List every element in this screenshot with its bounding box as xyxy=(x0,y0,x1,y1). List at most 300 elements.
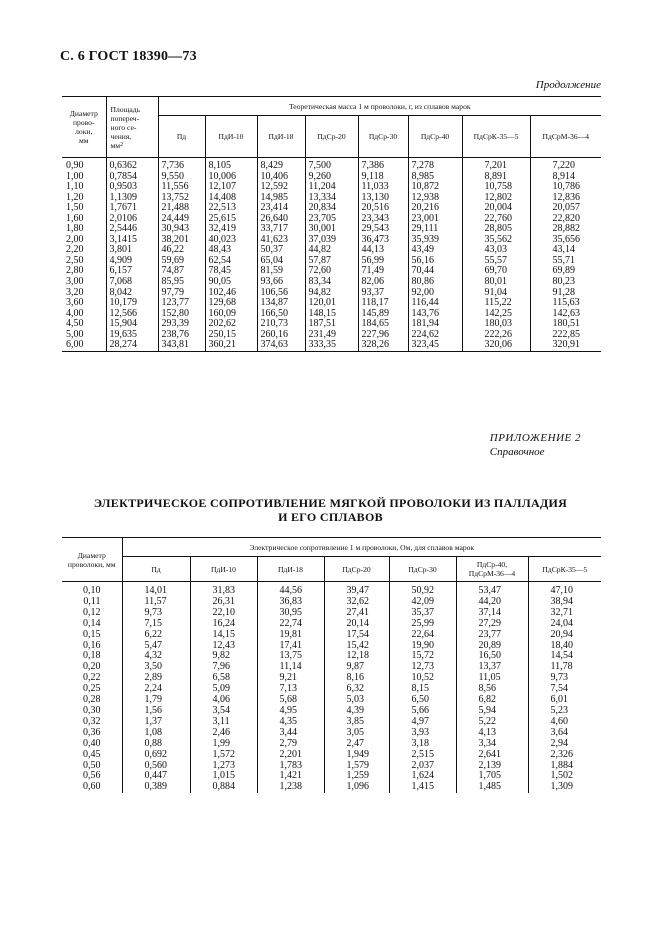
mass-alloy-header: ПдСр-30 xyxy=(358,116,408,158)
resistance-cell: 12,43 xyxy=(190,641,257,652)
diameter2-header: Диаметр проволоки, мм xyxy=(62,538,122,582)
mass-cell: 160,09 xyxy=(205,309,257,320)
mass-cell: 38,201 xyxy=(158,235,205,246)
resistance-cell: 31,83 xyxy=(190,582,257,597)
resistance-table-row xyxy=(62,651,601,662)
resistance-cell: 27,41 xyxy=(324,608,389,619)
resistance-cell: 0,36 xyxy=(83,726,101,738)
resistance-cell: 39,47 xyxy=(324,582,389,597)
resistance-cell: 0,45 xyxy=(83,748,101,760)
mass-cell: 97,79 xyxy=(158,288,205,299)
resistance-cell: 5,09 xyxy=(190,684,257,695)
mass-cell: 62,54 xyxy=(205,256,257,267)
resistance-cell: 19,81 xyxy=(257,630,324,641)
resistance-cell: 27,29 xyxy=(456,619,528,630)
mass-cell: 12,107 xyxy=(205,182,257,193)
mass-cell: 12,836 xyxy=(530,193,601,204)
mass-cell: 0,7854 xyxy=(106,172,158,183)
resistance-cell: 9,73 xyxy=(528,673,601,684)
mass-cell: 3,20 xyxy=(66,286,84,298)
mass-cell: 70,44 xyxy=(408,266,462,277)
resistance-table xyxy=(62,537,601,793)
resistance-cell: 0,32 xyxy=(83,715,101,727)
mass-cell: 90,05 xyxy=(205,277,257,288)
resistance-cell: 1,884 xyxy=(528,761,601,772)
mass-cell: 12,566 xyxy=(106,309,158,320)
resistance-table-row xyxy=(62,782,601,793)
mass-cell: 43,49 xyxy=(408,245,462,256)
resistance-group-header: Электрическое сопротивление 1 м проволоки, Ом, для сплавов марок xyxy=(122,538,601,557)
resistance-cell: 3,05 xyxy=(324,728,389,739)
resistance-cell: 6,01 xyxy=(528,695,601,706)
mass-cell: 102,46 xyxy=(205,288,257,299)
mass-cell: 24,449 xyxy=(158,214,205,225)
resistance-cell: 32,71 xyxy=(528,608,601,619)
resistance-cell: 4,97 xyxy=(389,717,456,728)
mass-cell: 13,334 xyxy=(305,193,358,204)
resistance-cell: 50,92 xyxy=(389,582,456,597)
mass-cell: 115,63 xyxy=(530,298,601,309)
resistance-cell: 11,14 xyxy=(257,662,324,673)
resistance-cell: 17,41 xyxy=(257,641,324,652)
mass-cell: 56,99 xyxy=(358,256,408,267)
mass-cell: 15,904 xyxy=(106,319,158,330)
resistance-cell: 0,50 xyxy=(83,759,101,771)
mass-table-row xyxy=(62,235,601,246)
mass-cell: 12,592 xyxy=(257,182,305,193)
resistance-cell: 13,75 xyxy=(257,651,324,662)
appendix-note: Справочное xyxy=(489,446,545,458)
mass-cell: 44,13 xyxy=(358,245,408,256)
resistance-cell: 0,389 xyxy=(122,782,190,793)
resistance-cell: 3,34 xyxy=(456,739,528,750)
mass-cell: 55,57 xyxy=(462,256,530,267)
resistance-cell: 11,78 xyxy=(528,662,601,673)
resistance-cell: 0,88 xyxy=(122,739,190,750)
resistance-cell: 22,74 xyxy=(257,619,324,630)
mass-cell: 91,28 xyxy=(530,288,601,299)
resistance-cell: 36,83 xyxy=(257,597,324,608)
mass-cell: 29,111 xyxy=(408,224,462,235)
mass-cell: 180,51 xyxy=(530,319,601,330)
mass-cell: 181,94 xyxy=(408,319,462,330)
resistance-cell: 9,21 xyxy=(257,673,324,684)
mass-cell: 320,91 xyxy=(530,340,601,351)
resistance-cell: 0,884 xyxy=(190,782,257,793)
resistance-alloy-header: ПдСр-30 xyxy=(389,557,456,582)
mass-cell: 224,62 xyxy=(408,330,462,341)
mass-cell: 20,004 xyxy=(462,203,530,214)
resistance-table-row xyxy=(62,761,601,772)
mass-cell: 227,96 xyxy=(358,330,408,341)
mass-cell: 93,66 xyxy=(257,277,305,288)
mass-cell: 9,118 xyxy=(358,172,408,183)
resistance-cell: 0,560 xyxy=(122,761,190,772)
mass-cell: 11,033 xyxy=(358,182,408,193)
resistance-table-row xyxy=(62,619,601,630)
mass-cell: 129,68 xyxy=(205,298,257,309)
mass-cell: 14,408 xyxy=(205,193,257,204)
mass-cell: 8,429 xyxy=(257,158,305,172)
mass-cell: 92,00 xyxy=(408,288,462,299)
mass-cell: 78,45 xyxy=(205,266,257,277)
resistance-cell: 18,40 xyxy=(528,641,601,652)
resistance-cell: 5,66 xyxy=(389,706,456,717)
resistance-cell: 1,783 xyxy=(257,761,324,772)
resistance-cell: 8,56 xyxy=(456,684,528,695)
mass-table-row xyxy=(62,266,601,277)
section-title xyxy=(60,496,601,524)
resistance-cell: 2,94 xyxy=(528,739,601,750)
mass-cell: 7,201 xyxy=(462,158,530,172)
mass-cell: 30,001 xyxy=(305,224,358,235)
resistance-cell: 6,32 xyxy=(324,684,389,695)
resistance-cell: 0,15 xyxy=(83,628,101,640)
mass-cell: 36,473 xyxy=(358,235,408,246)
mass-cell: 80,23 xyxy=(530,277,601,288)
mass-cell: 3,60 xyxy=(66,297,84,309)
mass-cell: 35,656 xyxy=(530,235,601,246)
mass-cell: 23,001 xyxy=(408,214,462,225)
mass-cell: 10,872 xyxy=(408,182,462,193)
resistance-cell: 1,99 xyxy=(190,739,257,750)
mass-table-row xyxy=(62,277,601,288)
mass-cell: 2,5446 xyxy=(106,224,158,235)
mass-cell: 231,49 xyxy=(305,330,358,341)
mass-cell: 25,615 xyxy=(205,214,257,225)
resistance-cell: 0,56 xyxy=(83,770,101,782)
resistance-cell: 7,54 xyxy=(528,684,601,695)
resistance-table-row xyxy=(62,597,601,608)
mass-cell: 1,80 xyxy=(66,223,84,235)
resistance-cell: 1,624 xyxy=(389,771,456,782)
mass-cell: 142,25 xyxy=(462,309,530,320)
resistance-cell: 0,16 xyxy=(83,639,101,651)
resistance-cell: 5,22 xyxy=(456,717,528,728)
resistance-cell: 15,42 xyxy=(324,641,389,652)
mass-cell: 328,26 xyxy=(358,340,408,351)
resistance-table-row xyxy=(62,728,601,739)
mass-cell: 69,89 xyxy=(530,266,601,277)
mass-cell: 91,04 xyxy=(462,288,530,299)
mass-cell: 43,03 xyxy=(462,245,530,256)
resistance-cell: 20,89 xyxy=(456,641,528,652)
mass-cell: 23,414 xyxy=(257,203,305,214)
resistance-cell: 4,39 xyxy=(324,706,389,717)
mass-cell: 80,86 xyxy=(408,277,462,288)
resistance-cell: 0,447 xyxy=(122,771,190,782)
mass-cell: 40,023 xyxy=(205,235,257,246)
resistance-cell: 22,10 xyxy=(190,608,257,619)
resistance-cell: 1,421 xyxy=(257,771,324,782)
resistance-cell: 11,05 xyxy=(456,673,528,684)
mass-cell: 374,63 xyxy=(257,340,305,351)
resistance-cell: 3,18 xyxy=(389,739,456,750)
mass-cell: 7,500 xyxy=(305,158,358,172)
resistance-table-row xyxy=(62,582,601,597)
resistance-cell: 1,015 xyxy=(190,771,257,782)
resistance-cell: 2,037 xyxy=(389,761,456,772)
mass-cell: 72,60 xyxy=(305,266,358,277)
mass-cell: 1,60 xyxy=(66,212,84,224)
resistance-cell: 14,01 xyxy=(122,582,190,597)
mass-cell: 222,26 xyxy=(462,330,530,341)
resistance-cell: 0,30 xyxy=(83,704,101,716)
resistance-cell: 4,06 xyxy=(190,695,257,706)
resistance-cell: 53,47 xyxy=(456,582,528,597)
mass-cell: 143,76 xyxy=(408,309,462,320)
mass-cell: 293,39 xyxy=(158,319,205,330)
resistance-cell: 1,79 xyxy=(122,695,190,706)
resistance-cell: 1,485 xyxy=(456,782,528,793)
mass-cell: 20,834 xyxy=(305,203,358,214)
mass-cell: 20,057 xyxy=(530,203,601,214)
mass-cell: 180,03 xyxy=(462,319,530,330)
mass-table-row xyxy=(62,340,601,351)
appendix-label: ПРИЛОЖЕНИЕ 2 xyxy=(489,432,581,444)
resistance-cell: 6,50 xyxy=(389,695,456,706)
resistance-cell: 47,10 xyxy=(528,582,601,597)
mass-alloy-header: ПдИ-10 xyxy=(205,116,257,158)
resistance-cell: 4,95 xyxy=(257,706,324,717)
resistance-cell: 30,95 xyxy=(257,608,324,619)
resistance-cell: 9,87 xyxy=(324,662,389,673)
resistance-cell: 25,99 xyxy=(389,619,456,630)
resistance-cell: 0,18 xyxy=(83,650,101,662)
mass-cell: 2,50 xyxy=(66,254,84,266)
resistance-cell: 2,46 xyxy=(190,728,257,739)
resistance-cell: 14,54 xyxy=(528,651,601,662)
mass-cell: 81,59 xyxy=(257,266,305,277)
mass-cell: 80,01 xyxy=(462,277,530,288)
mass-cell: 20,516 xyxy=(358,203,408,214)
resistance-cell: 8,16 xyxy=(324,673,389,684)
mass-cell: 2,00 xyxy=(66,233,84,245)
mass-cell: 23,705 xyxy=(305,214,358,225)
mass-cell: 22,760 xyxy=(462,214,530,225)
resistance-cell: 0,692 xyxy=(122,750,190,761)
section-title-line1: ЭЛЕКТРИЧЕСКОЕ СОПРОТИВЛЕНИЕ МЯГКОЙ ПРОВОЛОКИ ИЗ ПАЛЛАДИЯ xyxy=(93,496,568,510)
mass-cell: 1,20 xyxy=(66,191,84,203)
resistance-table-row xyxy=(62,771,601,782)
mass-cell: 20,216 xyxy=(408,203,462,214)
resistance-alloy-header: ПдСр-20 xyxy=(324,557,389,582)
mass-table-row xyxy=(62,158,601,172)
mass-cell: 28,805 xyxy=(462,224,530,235)
mass-cell: 22,820 xyxy=(530,214,601,225)
resistance-table-row xyxy=(62,739,601,750)
mass-cell: 7,278 xyxy=(408,158,462,172)
resistance-cell: 0,11 xyxy=(83,595,101,607)
resistance-cell: 5,23 xyxy=(528,706,601,717)
resistance-cell: 0,14 xyxy=(83,617,101,629)
resistance-cell: 2,47 xyxy=(324,739,389,750)
resistance-cell: 6,82 xyxy=(456,695,528,706)
mass-cell: 7,220 xyxy=(530,158,601,172)
mass-cell: 6,157 xyxy=(106,266,158,277)
mass-cell: 69,70 xyxy=(462,266,530,277)
mass-cell: 8,891 xyxy=(462,172,530,183)
mass-cell: 166,50 xyxy=(257,309,305,320)
mass-cell: 1,7671 xyxy=(106,203,158,214)
resistance-cell: 2,641 xyxy=(456,750,528,761)
mass-table-row xyxy=(62,256,601,267)
resistance-cell: 2,326 xyxy=(528,750,601,761)
mass-cell: 238,76 xyxy=(158,330,205,341)
resistance-cell: 10,52 xyxy=(389,673,456,684)
mass-cell: 46,22 xyxy=(158,245,205,256)
resistance-cell: 42,09 xyxy=(389,597,456,608)
mass-cell: 4,909 xyxy=(106,256,158,267)
mass-cell: 14,985 xyxy=(257,193,305,204)
mass-cell: 7,068 xyxy=(106,277,158,288)
resistance-cell: 16,50 xyxy=(456,651,528,662)
mass-cell: 8,042 xyxy=(106,288,158,299)
mass-cell: 2,80 xyxy=(66,265,84,277)
continuation-label: Продолжение xyxy=(535,79,601,91)
resistance-cell: 44,20 xyxy=(456,597,528,608)
mass-cell: 9,550 xyxy=(158,172,205,183)
resistance-cell: 3,93 xyxy=(389,728,456,739)
resistance-cell: 1,096 xyxy=(324,782,389,793)
resistance-cell: 3,85 xyxy=(324,717,389,728)
mass-cell: 7,736 xyxy=(158,158,205,172)
mass-cell: 134,87 xyxy=(257,298,305,309)
resistance-cell: 5,47 xyxy=(122,641,190,652)
mass-cell: 320,06 xyxy=(462,340,530,351)
mass-cell: 115,22 xyxy=(462,298,530,309)
mass-cell: 145,89 xyxy=(358,309,408,320)
mass-cell: 152,80 xyxy=(158,309,205,320)
mass-cell: 142,63 xyxy=(530,309,601,320)
resistance-cell: 3,54 xyxy=(190,706,257,717)
resistance-cell: 8,15 xyxy=(389,684,456,695)
resistance-table-row xyxy=(62,695,601,706)
mass-cell: 3,00 xyxy=(66,276,84,288)
resistance-cell: 20,14 xyxy=(324,619,389,630)
mass-cell: 29,543 xyxy=(358,224,408,235)
mass-cell: 1,1309 xyxy=(106,193,158,204)
resistance-cell: 7,13 xyxy=(257,684,324,695)
resistance-cell: 13,37 xyxy=(456,662,528,673)
resistance-cell: 1,579 xyxy=(324,761,389,772)
resistance-cell: 7,96 xyxy=(190,662,257,673)
resistance-cell: 35,37 xyxy=(389,608,456,619)
mass-cell: 83,34 xyxy=(305,277,358,288)
resistance-cell: 26,31 xyxy=(190,597,257,608)
mass-group-header: Теоретическая масса 1 м проволоки, г, из сплавов марок xyxy=(158,97,601,116)
resistance-cell: 20,94 xyxy=(528,630,601,641)
resistance-cell: 1,705 xyxy=(456,771,528,782)
mass-cell: 50,37 xyxy=(257,245,305,256)
mass-cell: 56,16 xyxy=(408,256,462,267)
mass-cell: 57,87 xyxy=(305,256,358,267)
mass-cell: 30,943 xyxy=(158,224,205,235)
resistance-cell: 1,259 xyxy=(324,771,389,782)
mass-cell: 106,56 xyxy=(257,288,305,299)
resistance-cell: 4,32 xyxy=(122,651,190,662)
resistance-table-row xyxy=(62,662,601,673)
resistance-cell: 5,03 xyxy=(324,695,389,706)
mass-cell: 10,406 xyxy=(257,172,305,183)
mass-cell: 6,00 xyxy=(62,340,106,351)
mass-cell: 4,50 xyxy=(66,318,84,330)
mass-cell: 41,623 xyxy=(257,235,305,246)
mass-cell: 94,82 xyxy=(305,288,358,299)
resistance-cell: 1,502 xyxy=(528,771,601,782)
mass-cell: 43,14 xyxy=(530,245,601,256)
mass-cell: 26,640 xyxy=(257,214,305,225)
resistance-cell: 0,25 xyxy=(83,683,101,695)
mass-cell: 48,43 xyxy=(205,245,257,256)
mass-cell: 2,0106 xyxy=(106,214,158,225)
resistance-cell: 1,37 xyxy=(122,717,190,728)
area-header: Площадь попереч- ного се- чения, $мм^2$ xyxy=(106,97,158,158)
mass-cell: 71,49 xyxy=(358,266,408,277)
resistance-cell: 19,90 xyxy=(389,641,456,652)
mass-cell: 8,914 xyxy=(530,172,601,183)
mass-cell: 8,105 xyxy=(205,158,257,172)
mass-cell: 22,513 xyxy=(205,203,257,214)
resistance-alloy-header: ПдСр-40, ПдСрМ-36—4 xyxy=(456,557,528,582)
resistance-cell: 1,572 xyxy=(190,750,257,761)
page-header: С. 6 ГОСТ 18390—73 xyxy=(60,49,197,64)
resistance-cell: 38,94 xyxy=(528,597,601,608)
resistance-cell: 16,24 xyxy=(190,619,257,630)
resistance-cell: 5,94 xyxy=(456,706,528,717)
mass-cell: 10,179 xyxy=(106,298,158,309)
mass-cell: 1,00 xyxy=(66,170,84,182)
mass-alloy-header: ПдИ-18 xyxy=(257,116,305,158)
mass-cell: 210,73 xyxy=(257,319,305,330)
resistance-cell: 2,79 xyxy=(257,739,324,750)
mass-cell: 0,9503 xyxy=(106,182,158,193)
mass-cell: 32,419 xyxy=(205,224,257,235)
mass-cell: 11,204 xyxy=(305,182,358,193)
appendix-block xyxy=(490,431,581,459)
mass-cell: 9,260 xyxy=(305,172,358,183)
mass-cell: 0,6362 xyxy=(106,158,158,172)
resistance-table-row xyxy=(62,630,601,641)
mass-cell: 10,758 xyxy=(462,182,530,193)
resistance-cell: 6,58 xyxy=(190,673,257,684)
resistance-cell: 1,949 xyxy=(324,750,389,761)
mass-cell: 13,130 xyxy=(358,193,408,204)
resistance-cell: 32,62 xyxy=(324,597,389,608)
resistance-cell: 1,415 xyxy=(389,782,456,793)
mass-cell: 19,635 xyxy=(106,330,158,341)
resistance-table-row xyxy=(62,717,601,728)
resistance-cell: 3,44 xyxy=(257,728,324,739)
mass-table-row xyxy=(62,245,601,256)
resistance-cell: 24,04 xyxy=(528,619,601,630)
resistance-table-row xyxy=(62,684,601,695)
mass-cell: 250,15 xyxy=(205,330,257,341)
mass-cell: 28,274 xyxy=(106,340,158,351)
mass-cell: 33,717 xyxy=(257,224,305,235)
mass-alloy-header: ПдСрМ-36—4 xyxy=(530,116,601,158)
mass-cell: 5,00 xyxy=(66,328,84,340)
resistance-cell: 0,60 xyxy=(83,781,101,793)
resistance-cell: 1,238 xyxy=(257,782,324,793)
resistance-cell: 12,18 xyxy=(324,651,389,662)
resistance-cell: 0,40 xyxy=(83,737,101,749)
mass-cell: 2,20 xyxy=(66,244,84,256)
mass-cell: 55,71 xyxy=(530,256,601,267)
mass-cell: 323,45 xyxy=(408,340,462,351)
mass-cell: 93,37 xyxy=(358,288,408,299)
mass-cell: 202,62 xyxy=(205,319,257,330)
